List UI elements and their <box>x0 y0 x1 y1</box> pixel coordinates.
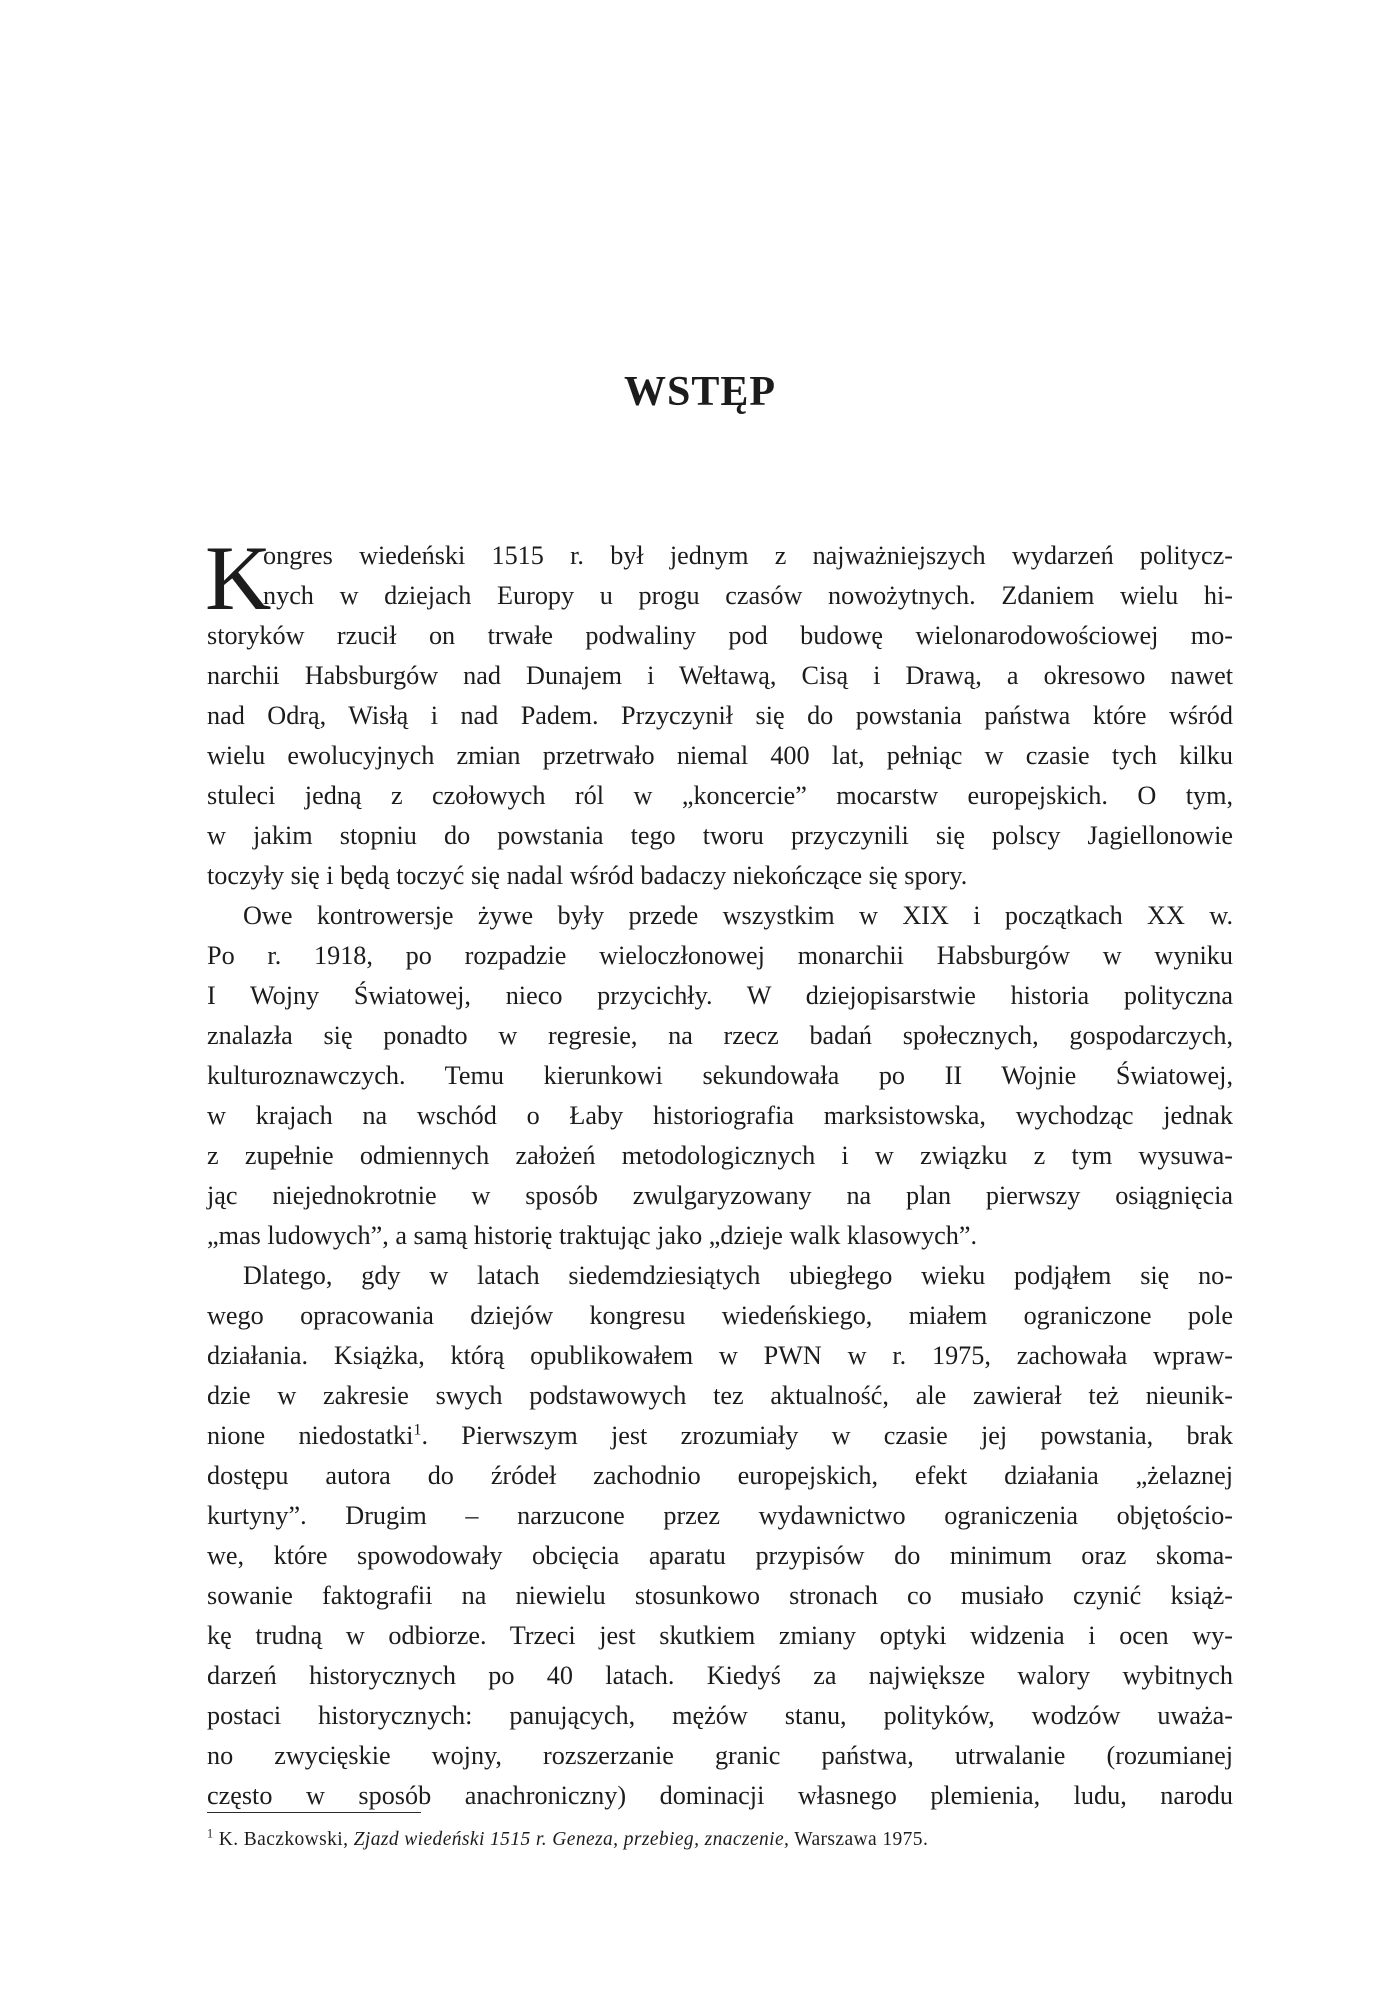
footnote-divider <box>207 1812 421 1813</box>
text-line: toczyły się i będą toczyć się nadal wśród badaczy niekończące się spory. <box>207 861 968 890</box>
text-line: ongres wiedeński 1515 r. był jednym z najważniejszych wydarzeń politycz- <box>263 541 1233 570</box>
footnote <box>207 1826 928 1854</box>
text-line: jąc niejednokrotnie w sposób zwulgaryzowany na plan pierwszy osiągnięcia <box>207 1181 1233 1210</box>
footnote-publication: Warszawa 1975. <box>789 1829 929 1850</box>
footnote-reference: 1 <box>413 1420 422 1439</box>
text-segment: nione niedostatki <box>207 1421 414 1450</box>
text-line: Dlatego, gdy w latach siedemdziesiątych ubiegłego wieku podjąłem się no- <box>243 1261 1233 1290</box>
text-line: nad Odrą, Wisłą i nad Padem. Przyczynił się do powstania państwa które wśród <box>207 701 1233 730</box>
text-line: „mas ludowych”, a samą historię traktując jako „dzieje walk klasowych”. <box>207 1221 978 1250</box>
text-line: kę trudną w odbiorze. Trzeci jest skutkiem zmiany optyki widzenia i ocen wy- <box>207 1621 1233 1650</box>
text-line: darzeń historycznych po 40 latach. Kiedyś za największe walory wybitnych <box>207 1661 1233 1690</box>
text-line: znalazła się ponadto w regresie, na rzecz badań społecznych, gospodarczych, <box>207 1021 1233 1050</box>
text-line: Po r. 1918, po rozpadzie wieloczłonowej monarchii Habsburgów w wyniku <box>207 941 1233 970</box>
text-line: dostępu autora do źródeł zachodnio europejskich, efekt działania „żelaznej <box>207 1461 1233 1490</box>
text-line: nych w dziejach Europy u progu czasów nowożytnych. Zdaniem wielu hi- <box>263 581 1233 610</box>
text-line: no zwycięskie wojny, rozszerzanie granic państwa, utrwalanie (rozumianej <box>207 1741 1233 1770</box>
text-segment: . Pierwszym jest zrozumiały w czasie jej powstania, brak <box>421 1421 1233 1450</box>
text-line: Owe kontrowersje żywe były przede wszystkim w XIX i początkach XX w. <box>243 901 1233 930</box>
text-line: sowanie faktografii na niewielu stosunkowo stronach co musiało czynić książ- <box>207 1581 1233 1610</box>
text-line: we, które spowodowały obcięcia aparatu przypisów do minimum oraz skoma- <box>207 1541 1233 1570</box>
text-line: w jakim stopniu do powstania tego tworu przyczynili się polscy Jagiellonowie <box>207 821 1233 850</box>
text-line: narchii Habsburgów nad Dunajem i Wełtawą, Cisą i Drawą, a okresowo nawet <box>207 661 1233 690</box>
footnote-title: Zjazd wiedeński 1515 r. Geneza, przebieg, znaczenie, <box>353 1829 790 1850</box>
body-text <box>205 527 1233 1816</box>
text-line: wego opracowania dziejów kongresu wiedeńskiego, miałem ograniczone pole <box>207 1301 1233 1330</box>
text-line: I Wojny Światowej, nieco przycichły. W dziejopisarstwie historia polityczna <box>207 981 1233 1010</box>
text-line: postaci historycznych: panujących, mężów stanu, polityków, wodzów uważa- <box>207 1701 1233 1730</box>
drop-cap: K <box>205 527 272 629</box>
text-line: stuleci jedną z czołowych ról w „koncercie” mocarstw europejskich. O tym, <box>207 781 1233 810</box>
text-line: wielu ewolucyjnych zmian przetrwało niemal 400 lat, pełniąc w czasie tych kilku <box>207 741 1233 770</box>
chapter-title: WSTĘP <box>623 369 777 415</box>
text-line: w krajach na wschód o Łaby historiografia marksistowska, wychodząc jednak <box>207 1101 1233 1130</box>
text-line: często w sposób anachroniczny) dominacji własnego plemienia, ludu, narodu <box>207 1781 1233 1810</box>
text-line: z zupełnie odmiennych założeń metodologicznych i w związku z tym wysuwa- <box>207 1141 1233 1170</box>
text-line: dzie w zakresie swych podstawowych tez aktualność, ale zawierał też nieunik- <box>207 1381 1233 1410</box>
text-line: kurtyny”. Drugim – narzucone przez wydawnictwo ograniczenia objętościo- <box>207 1501 1233 1530</box>
text-line: kulturoznawczych. Temu kierunkowi sekundowała po II Wojnie Światowej, <box>207 1061 1233 1090</box>
footnote-author: K. Baczkowski, <box>218 1829 354 1850</box>
text-line-with-footnote <box>207 1416 1233 1456</box>
text-line: storyków rzucił on trwałe podwaliny pod budowę wielonarodowościowej mo- <box>207 621 1233 650</box>
footnote-marker: 1 <box>207 1826 214 1841</box>
text-line: działania. Książka, którą opublikowałem w PWN w r. 1975, zachowała wpraw- <box>207 1341 1233 1370</box>
